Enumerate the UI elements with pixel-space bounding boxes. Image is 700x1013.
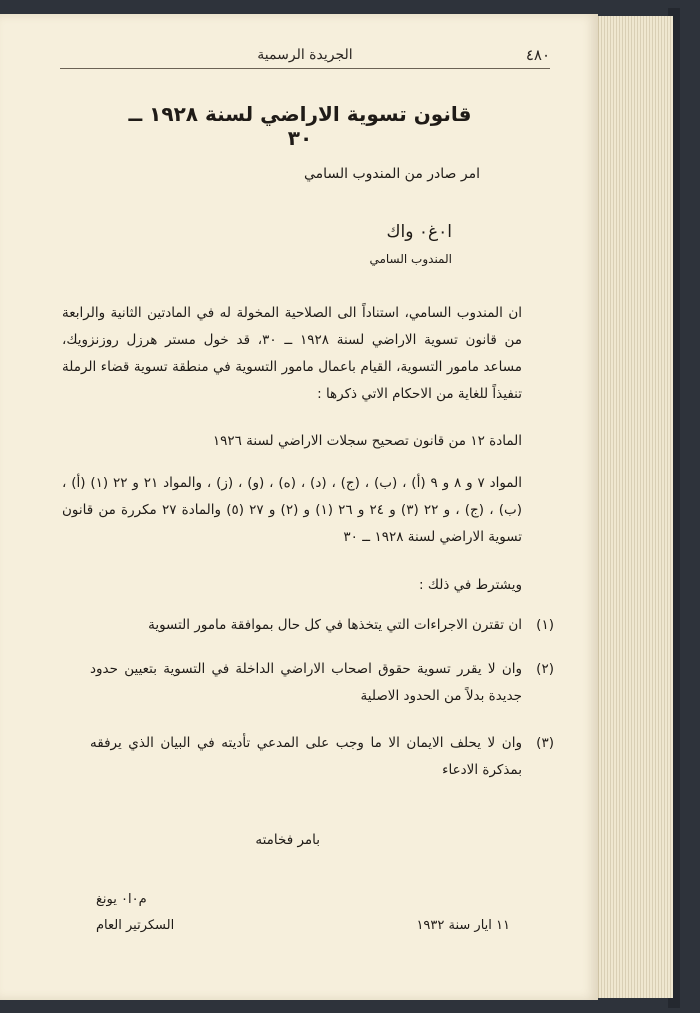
condition-item — [90, 612, 554, 639]
sealing-line: بامر فخامته — [255, 832, 320, 848]
condition-text: وان لا يحلف الايمان الا ما وجب على المدعي تأديته في البيان الذي يرفقه بمذكرة الادعاء — [90, 735, 522, 778]
signer-name: ا٠غ٠ واك — [386, 222, 452, 242]
page-number: ٤٨٠ — [525, 46, 550, 64]
condition-number: (٣) — [536, 735, 554, 751]
signer-role: المندوب السامي — [369, 252, 452, 266]
page-header — [60, 44, 550, 69]
condition-item — [90, 656, 554, 710]
condition-item — [90, 730, 554, 784]
paragraph-authorization: ان المندوب السامي، استناداً الى الصلاحية المخولة له في المادتين الثانية والرابعة من قانون تسوية الاراضي لسنة ١٩٢٨ ــ ٣٠، قد خول مستر هرزل روزنزويك، مساعد مامور التسوية، القيام باعمال مامور التسوية في منطقة تسوية قضاء الرملة تنفيذاً للغاية من الاحكام الاتي ذكرها : — [62, 305, 522, 402]
document-title: قانون تسوية الاراضي لسنة ١٩٢٨ ــ ٣٠ — [128, 102, 472, 150]
document-subtitle: امر صادر من المندوب السامي — [303, 166, 480, 182]
secretary-role: السكرتير العام — [96, 918, 175, 933]
condition-text: وان لا يقرر تسوية حقوق اصحاب الاراضي الداخلة في التسوية بتعيين حدود جديدة بدلاً من الحدود الاصلية — [90, 661, 522, 704]
paragraph-article-12: المادة ١٢ من قانون تصحيح سجلات الاراضي لسنة ١٩٢٦ — [212, 433, 522, 449]
condition-text: ان تقترن الاجراءات التي يتخذها في كل حال بموافقة مامور التسوية — [148, 617, 522, 633]
document-date: ١١ ايار سنة ١٩٣٢ — [416, 918, 510, 933]
running-head: الجريدة الرسمية — [257, 47, 353, 63]
condition-number: (٢) — [536, 661, 554, 677]
document-page — [0, 14, 598, 1000]
paragraph-conditions-intro: ويشترط في ذلك : — [419, 577, 522, 593]
page-edges — [598, 16, 673, 998]
paragraph-articles-list: المواد ٧ و ٨ و ٩ (أ) ، (ب) ، (ج) ، (د) ، (ه) ، (و) ، (ز) ، والمواد ٢١ و ٢٢ (١) (أ) ، (ب) ، (ج) ، و ٢٢ (٣) و ٢٤ و ٢٦ (١) و (٢) و ٢٧ (٥) والمادة ٢٧ مكررة من قانون تسوية الاراضي لسنة ١٩٢٨ ــ ٣٠ — [62, 475, 522, 545]
condition-number: (١) — [536, 617, 554, 633]
secretary-name: م٠ا٠ يونغ — [96, 892, 147, 907]
